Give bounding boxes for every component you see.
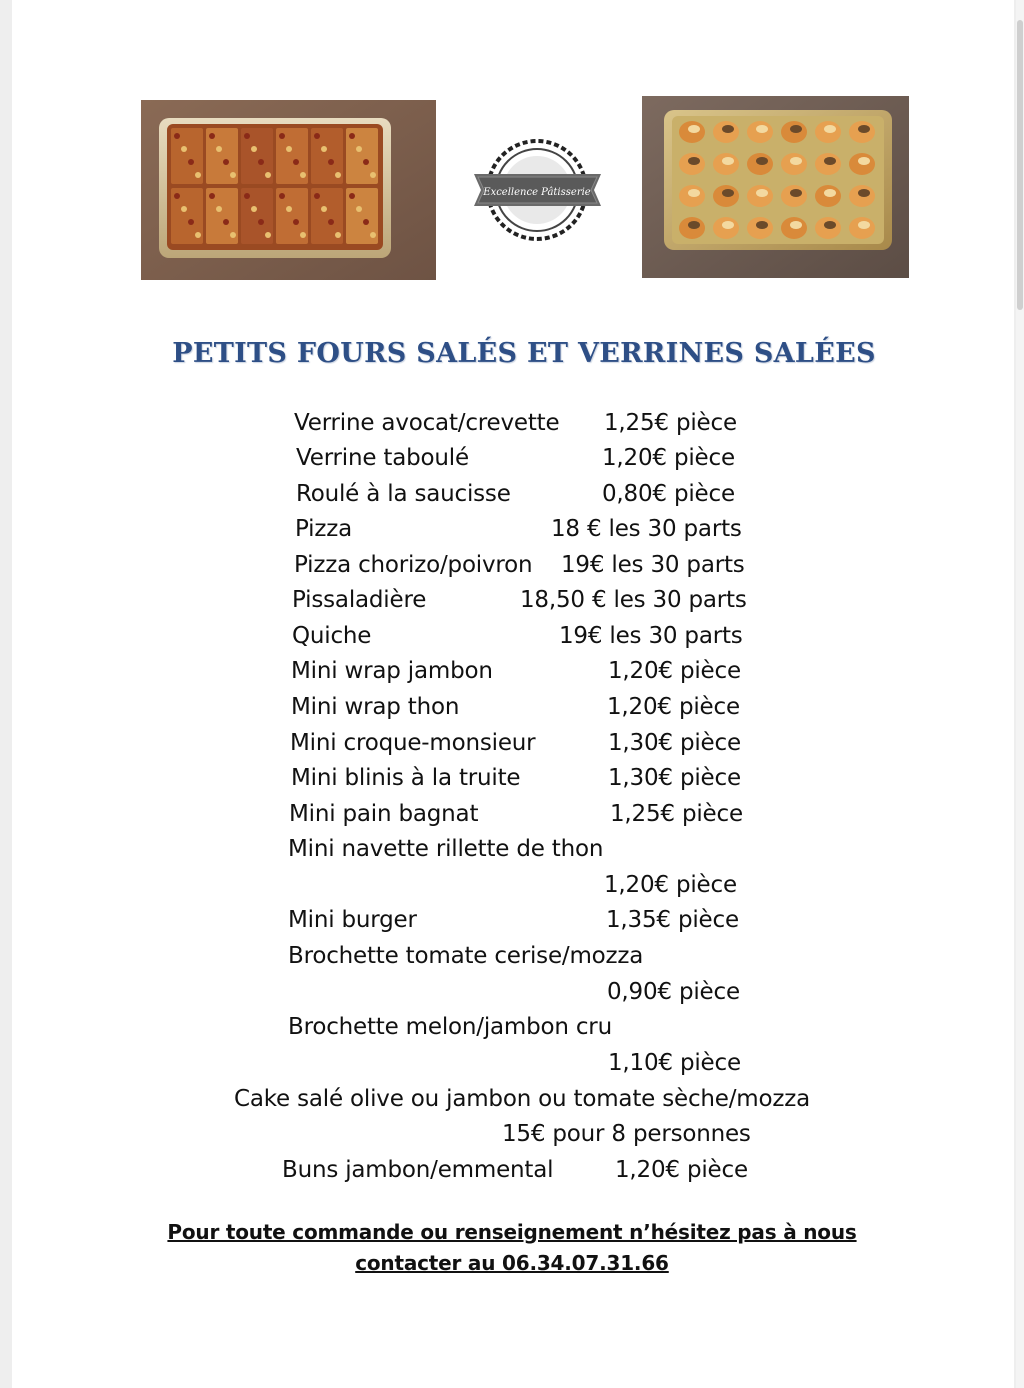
- item-name: Pissaladière: [292, 587, 427, 613]
- item-price: 1,20€ pièce: [615, 1157, 748, 1183]
- item-name: Mini croque-monsieur: [290, 730, 536, 756]
- item-name: Pizza: [295, 516, 352, 542]
- item-price: 1,20€ pièce: [602, 445, 735, 471]
- contact-line-1: Pour toute commande ou renseignement n’hésitez pas à nous: [167, 1220, 857, 1244]
- item-price: 1,20€ pièce: [604, 872, 737, 898]
- item-name: Mini pain bagnat: [289, 801, 479, 827]
- item-price: 18,50 € les 30 parts: [520, 587, 747, 613]
- contact-line-2: contacter au 06.34.07.31.66: [355, 1251, 669, 1275]
- item-name: Roulé à la saucisse: [296, 481, 511, 507]
- item-price: 19€ les 30 parts: [561, 552, 745, 578]
- item-price: 1,20€ pièce: [607, 694, 740, 720]
- item-name: Brochette tomate cerise/mozza: [288, 943, 644, 969]
- item-price: 0,80€ pièce: [602, 481, 735, 507]
- menu-title: PETITS FOURS SALÉS ET VERRINES SALÉES: [172, 338, 876, 369]
- item-price: 19€ les 30 parts: [559, 623, 743, 649]
- item-price: 1,35€ pièce: [606, 907, 739, 933]
- item-price: 1,25€ pièce: [610, 801, 743, 827]
- item-price: 1,25€ pièce: [604, 410, 737, 436]
- scrollbar[interactable]: [1016, 0, 1024, 1388]
- item-name: Buns jambon/emmental: [282, 1157, 554, 1183]
- item-price: 1,10€ pièce: [608, 1050, 741, 1076]
- item-price: 1,20€ pièce: [608, 658, 741, 684]
- menu-page: [12, 0, 1014, 1388]
- pizza-tray-photo: [141, 100, 436, 280]
- item-name: Verrine avocat/crevette: [294, 410, 560, 436]
- item-name: Mini burger: [288, 907, 417, 933]
- item-name: Mini wrap jambon: [291, 658, 493, 684]
- item-price: 15€ pour 8 personnes: [502, 1121, 751, 1147]
- item-name: Pizza chorizo/poivron: [294, 552, 533, 578]
- scrollbar-thumb[interactable]: [1017, 20, 1023, 310]
- pastry-tray-photo: [642, 96, 909, 278]
- item-name: Brochette melon/jambon cru: [288, 1014, 612, 1040]
- item-name: Mini blinis à la truite: [291, 765, 521, 791]
- item-price: 1,30€ pièce: [608, 765, 741, 791]
- item-price: 18 € les 30 parts: [551, 516, 742, 542]
- logo-text: Excellence Pâtisserie: [483, 187, 591, 198]
- item-name: Verrine taboulé: [296, 445, 469, 471]
- brand-logo: [470, 138, 605, 242]
- item-name: Mini wrap thon: [291, 694, 460, 720]
- item-price: 1,30€ pièce: [608, 730, 741, 756]
- item-name: Quiche: [292, 623, 372, 649]
- item-price: 0,90€ pièce: [607, 979, 740, 1005]
- item-name: Mini navette rillette de thon: [288, 836, 604, 862]
- item-name: Cake salé olive ou jambon ou tomate sèche/mozza: [234, 1086, 810, 1112]
